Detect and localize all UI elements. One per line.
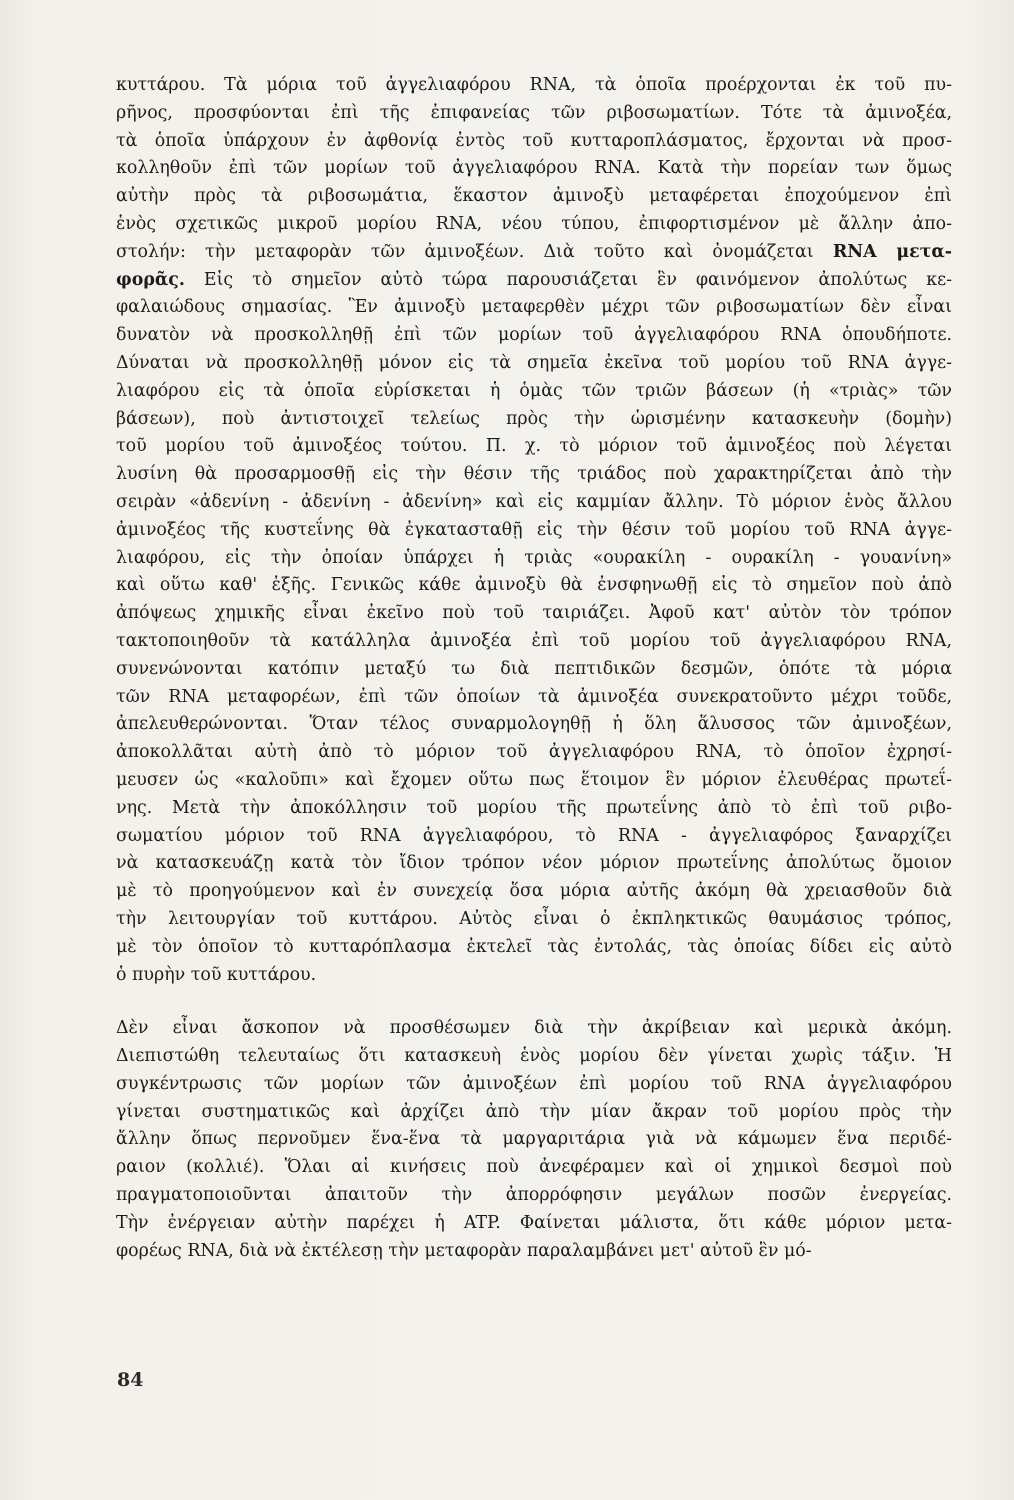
text-line: τὰ ὁποῖα ὑπάρχουν ἐν ἀφθονίᾳ ἐντὸς τοῦ κυτταροπλάσματος, ἔρχονται νὰ προσ- (116, 130, 952, 151)
text-line: λιαφόρου, εἰς τὴν ὁποίαν ὑπάρχει ἡ τριὰς «ουρακίλη - ουρακίλη - γουανίνη» (116, 547, 952, 568)
paragraph-2 (116, 1015, 952, 1265)
bold-term: RNA μετα- (832, 241, 952, 262)
text-line: Διεπιστώθη τελευταίως ὅτι κατασκευὴ ἑνὸς μορίου δὲν γίνεται χωρὶς τάξιν. Ἡ (116, 1046, 952, 1067)
text-line: ὁ πυρὴν τοῦ κυττάρου. (116, 964, 317, 985)
text-line: λυσίνη θὰ προσαρμοσθῇ εἰς τὴν θέσιν τῆς τριάδος ποὺ χαρακτηρίζεται ἀπὸ τὴν (116, 464, 952, 485)
text-line: κυττάρου. Τὰ μόρια τοῦ ἀγγελιαφόρου RNA, τὰ ὁποῖα προέρχονται ἐκ τοῦ πυ- (116, 75, 952, 95)
text-line: δυνατὸν νὰ προσκολληθῇ ἐπὶ τῶν μορίων τοῦ ἀγγελιαφόρου RNA ὁπουδήποτε. (116, 325, 952, 346)
text-line: μευσεν ὡς «καλοῦπι» καὶ ἔχομεν οὕτω πως ἕτοιμον ἓν μόριον ἐλευθέρας πρωτεΐ- (116, 769, 952, 790)
text-line: ἀποκολλᾶται αὐτὴ ἀπὸ τὸ μόριον τοῦ ἀγγελιαφόρου RNA, τὸ ὁποῖον ἐχρησί- (116, 742, 952, 763)
text-line: λιαφόρου εἰς τὰ ὁποῖα εὑρίσκεται ἡ ὁμὰς τῶν τριῶν βάσεων (ἡ «τριὰς» τῶν (116, 380, 952, 401)
text-line: ἑνὸς σχετικῶς μικροῦ μορίου RNA, νέου τύπου, ἐπιφορτισμένον μὲ ἄλλην ἀπο- (116, 213, 952, 234)
text-line: πραγματοποιοῦνται ἀπαιτοῦν τὴν ἀπορρόφησιν μεγάλων ποσῶν ἐνεργείας. (116, 1185, 952, 1206)
text-line: τοῦ μορίου τοῦ ἀμινοξέος τούτου. Π. χ. τὸ μόριον τοῦ ἀμινοξέος ποὺ λέγεται (116, 436, 952, 457)
text-line: μὲ τὸν ὁποῖον τὸ κυτταρόπλασμα ἐκτελεῖ τὰς ἐντολάς, τὰς ὁποίας δίδει εἰς αὐτὸ (116, 936, 952, 957)
text-line: συνενώνονται κατόπιν μεταξύ τω διὰ πεπτιδικῶν δεσμῶν, ὁπότε τὰ μόρια (116, 658, 952, 679)
text-line: κολληθοῦν ἐπὶ τῶν μορίων τοῦ ἀγγελιαφόρου RNA. Κατὰ τὴν πορείαν των ὅμως (116, 158, 952, 179)
text-line: φορέως RNA, διὰ νὰ ἐκτέλεσῃ τὴν μεταφορὰν παραλαμβάνει μετ' αὐτοῦ ἓν μό- (116, 1240, 812, 1261)
text-line: ἀμινοξέος τῆς κυστεΐνης θὰ ἐγκατασταθῇ εἰς τὴν θέσιν τοῦ μορίου τοῦ RNA ἀγγε- (116, 519, 952, 540)
text-line: Τὴν ἐνέργειαν αὐτὴν παρέχει ἡ ATP. Φαίνεται μάλιστα, ὅτι κάθε μόριον μετα- (116, 1212, 952, 1233)
text-line: ραιον (κολλιέ). Ὅλαι αἱ κινήσεις ποὺ ἀνεφέραμεν καὶ οἱ χημικοὶ δεσμοὶ ποὺ (116, 1157, 952, 1178)
text-line: σειρὰν «ἀδενίνη - ἀδενίνη - ἀδενίνη» καὶ εἰς καμμίαν ἄλλην. Τὸ μόριον ἑνὸς ἄλλου (116, 491, 952, 512)
text-line: καὶ οὕτω καθ' ἑξῆς. Γενικῶς κάθε ἀμινοξὺ θὰ ἐνσφηνωθῇ εἰς τὸ σημεῖον ποὺ ἀπὸ (116, 575, 952, 596)
paragraph-1 (116, 72, 952, 989)
text-line: γίνεται συστηματικῶς καὶ ἀρχίζει ἀπὸ τὴν μίαν ἄκραν τοῦ μορίου πρὸς τὴν (116, 1101, 952, 1122)
text-line: φορᾶς. Εἰς τὸ σημεῖον αὐτὸ τώρα παρουσιάζεται ἓν φαινόμενον ἀπολύτως κε- (116, 269, 952, 290)
page-number: 84 (117, 1369, 144, 1391)
text-line: βάσεων), ποὺ ἀντιστοιχεῖ τελείως πρὸς τὴν ὡρισμένην κατασκευὴν (δομὴν) (116, 408, 952, 429)
text-line: μὲ τὸ προηγούμενον καὶ ἐν συνεχείᾳ ὅσα μόρια αὐτῆς ἀκόμη θὰ χρειασθοῦν διὰ (116, 881, 952, 902)
text-line: συγκέντρωσις τῶν μορίων τῶν ἀμινοξέων ἐπὶ μορίου τοῦ RNA ἀγγελιαφόρου (116, 1073, 952, 1094)
text-line: ρῆνος, προσφύονται ἐπὶ τῆς ἐπιφανείας τῶν ριβοσωματίων. Τότε τὰ ἀμινοξέα, (116, 102, 952, 123)
body-text (116, 72, 952, 1265)
text-line: ἀπόψεως χημικῆς εἶναι ἐκεῖνο ποὺ τοῦ ταιριάζει. Ἀφοῦ κατ' αὐτὸν τὸν τρόπον (116, 603, 952, 624)
bold-term-continued: φορᾶς. (116, 269, 185, 290)
text-line: Δύναται νὰ προσκολληθῇ μόνον εἰς τὰ σημεῖα ἐκεῖνα τοῦ μορίου τοῦ RNA ἀγγε- (116, 352, 952, 373)
text-line: Δὲν εἶναι ἄσκοπον νὰ προσθέσωμεν διὰ τὴν ἀκρίβειαν καὶ μερικὰ ἀκόμη. (116, 1018, 952, 1039)
text-line: τακτοποιηθοῦν τὰ κατάλληλα ἀμινοξέα ἐπὶ τοῦ μορίου τοῦ ἀγγελιαφόρου RNA, (116, 630, 952, 651)
text-line: νὰ κατασκευάζῃ κατὰ τὸν ἴδιον τρόπον νέον μόριον πρωτεΐνης ἀπολύτως ὅμοιον (116, 853, 952, 874)
text-line: φαλαιώδους σημασίας. Ἓν ἀμινοξὺ μεταφερθὲν μέχρι τῶν ριβοσωματίων δὲν εἶναι (116, 297, 952, 318)
text-line: τὴν λειτουργίαν τοῦ κυττάρου. Αὐτὸς εἶναι ὁ ἐκπληκτικῶς θαυμάσιος τρόπος, (116, 908, 952, 929)
text-line: ἄλλην ὅπως περνοῦμεν ἕνα-ἕνα τὰ μαργαριτάρια γιὰ νὰ κάμωμεν ἕνα περιδέ- (116, 1129, 952, 1150)
text-line: νης. Μετὰ τὴν ἀποκόλλησιν τοῦ μορίου τῆς πρωτεΐνης ἀπὸ τὸ ἐπὶ τοῦ ριβο- (116, 797, 952, 818)
text-line: αὐτὴν πρὸς τὰ ριβοσωμάτια, ἕκαστον ἀμινοξὺ μεταφέρεται ἐποχούμενον ἐπὶ (116, 186, 952, 207)
text-line: σωματίου μόριον τοῦ RNA ἀγγελιαφόρου, τὸ RNA - ἀγγελιαφόρος ξαναρχίζει (116, 825, 952, 846)
text-line: στολήν: τὴν μεταφορὰν τῶν ἀμινοξέων. Διὰ τοῦτο καὶ ὀνομάζεται RNA μετα- (116, 241, 952, 262)
text-line: τῶν RNA μεταφορέων, ἐπὶ τῶν ὁποίων τὰ ἀμινοξέα συνεκρατοῦντο μέχρι τοῦδε, (116, 686, 952, 707)
text-line: ἀπελευθερώνονται. Ὅταν τέλος συναρμολογηθῇ ἡ ὅλη ἅλυσσος τῶν ἀμινοξέων, (116, 714, 952, 735)
